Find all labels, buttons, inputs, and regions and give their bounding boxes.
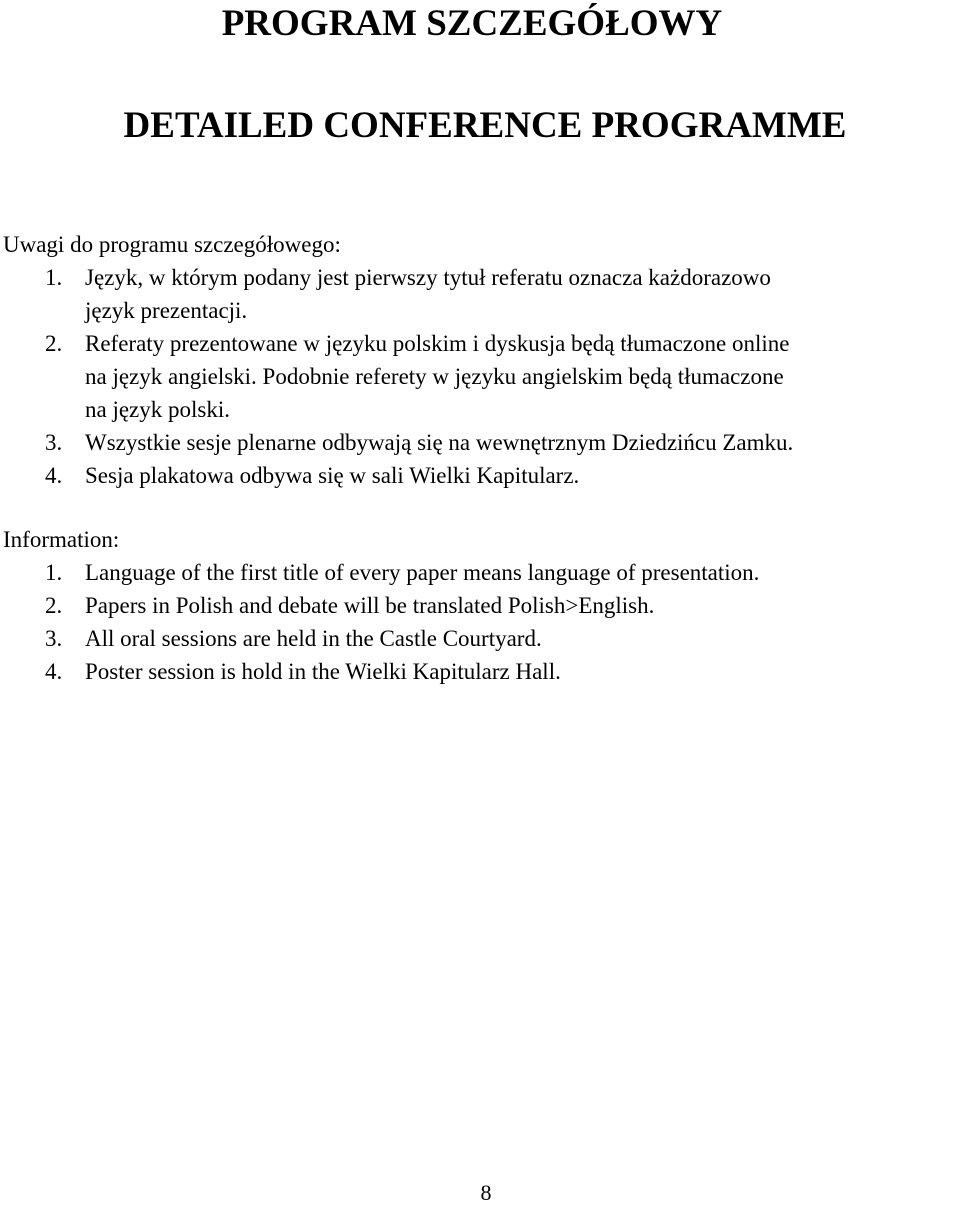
list-item bbox=[0, 655, 960, 688]
list-item-number: 1. bbox=[45, 265, 63, 290]
list-item-line: na język angielski. Podobnie referety w języku angielskim będą tłumaczone bbox=[85, 364, 784, 389]
list-item bbox=[0, 622, 960, 655]
list-item-line: Wszystkie sesje plenarne odbywają się na wewnętrznym Dziedzińcu Zamku. bbox=[85, 430, 794, 455]
page-number: 8 bbox=[480, 1180, 492, 1205]
notes-heading-english: Information: bbox=[3, 527, 120, 552]
list-item-number: 1. bbox=[45, 560, 63, 585]
list-item bbox=[0, 327, 960, 426]
list-item bbox=[0, 426, 960, 459]
list-item-number: 2. bbox=[45, 331, 63, 356]
list-item-line: All oral sessions are held in the Castle Courtyard. bbox=[85, 626, 542, 651]
list-item-number: 3. bbox=[45, 626, 63, 651]
list-item-line: Referaty prezentowane w języku polskim i dyskusja będą tłumaczone online bbox=[85, 331, 790, 356]
notes-heading-polish: Uwagi do programu szczegółowego: bbox=[3, 232, 341, 257]
list-item-number: 3. bbox=[45, 430, 63, 455]
list-item-line: Language of the first title of every paper means language of presentation. bbox=[85, 560, 760, 585]
program-notes bbox=[0, 228, 960, 688]
list-item-line: Poster session is hold in the Wielki Kapitularz Hall. bbox=[85, 659, 561, 684]
list-item-line: Język, w którym podany jest pierwszy tytuł referatu oznacza każdorazowo bbox=[85, 265, 771, 290]
list-item bbox=[0, 261, 960, 327]
list-item-line: na język polski. bbox=[85, 397, 230, 422]
notes-list-polish bbox=[0, 261, 960, 492]
list-item-line: Sesja plakatowa odbywa się w sali Wielki Kapitularz. bbox=[85, 463, 580, 488]
list-item bbox=[0, 556, 960, 589]
list-item-number: 2. bbox=[45, 593, 63, 618]
section-spacer bbox=[0, 492, 960, 523]
list-item-number: 4. bbox=[45, 463, 63, 488]
list-item bbox=[0, 589, 960, 622]
list-item bbox=[0, 459, 960, 492]
list-item-line: język prezentacji. bbox=[85, 298, 248, 323]
page-title-english: DETAILED CONFERENCE PROGRAMME bbox=[123, 105, 847, 146]
page-title-polish: PROGRAM SZCZEGÓŁOWY bbox=[221, 3, 723, 44]
notes-list-english bbox=[0, 556, 960, 688]
list-item-line: Papers in Polish and debate will be translated Polish>English. bbox=[85, 593, 655, 618]
list-item-number: 4. bbox=[45, 659, 63, 684]
